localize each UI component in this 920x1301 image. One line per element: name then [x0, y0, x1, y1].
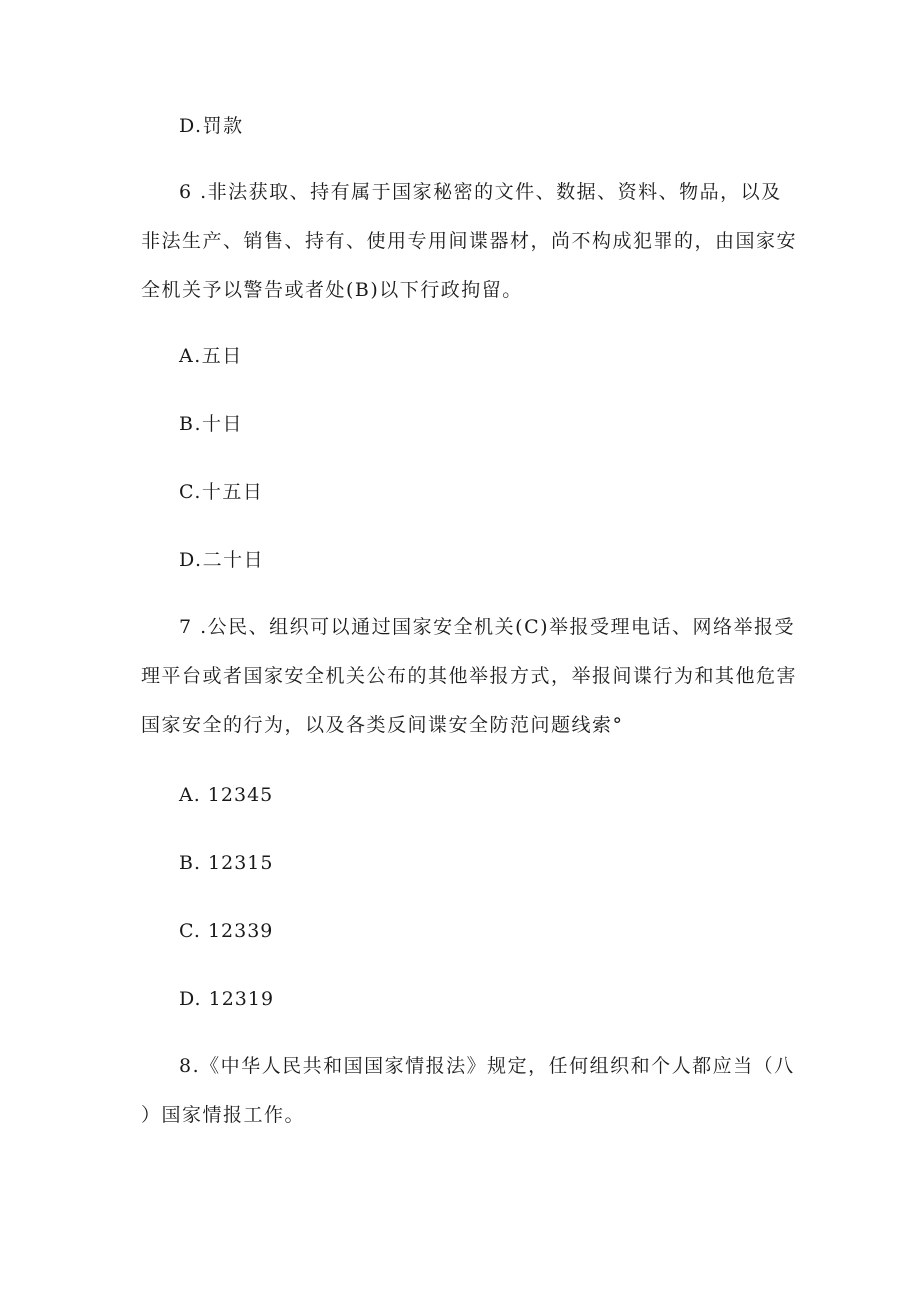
q6-option-c: C.十五日 [179, 481, 264, 503]
q6-line-1: 6 .非法获取、持有属于国家秘密的文件、数据、资料、物品，以及 [179, 181, 782, 203]
q7-option-b: B. 12315 [179, 852, 274, 874]
q7-option-c: C. 12339 [179, 920, 274, 942]
q6-option-a: A.五日 [179, 345, 243, 367]
q5-option-d: D.罚款 [179, 115, 244, 137]
q8-line-2: ）国家情报工作。 [141, 1104, 306, 1126]
q7-line-2: 理平台或者国家安全机关公布的其他举报方式，举报间谍行为和其他危害 [141, 665, 798, 687]
q7-line-1: 7 .公民、组织可以通过国家安全机关(C)举报受理电话、网络举报受 [179, 616, 796, 638]
q7-option-d: D. 12319 [179, 988, 275, 1010]
q8-line-1: 8.《中华人民共和国国家情报法》规定，任何组织和个人都应当（八 [179, 1055, 795, 1077]
q6-line-2: 非法生产、销售、持有、使用专用间谍器材，尚不构成犯罪的，由国家安 [141, 230, 798, 252]
q6-option-d: D.二十日 [179, 549, 265, 571]
q7-line-3: 国家安全的行为，以及各类反间谍安全防范问题线索° [141, 714, 624, 736]
q6-line-3: 全机关予以警告或者处(B)以下行政拘留。 [141, 279, 523, 301]
q6-option-b: B.十日 [179, 413, 244, 435]
q7-option-a: A. 12345 [179, 784, 274, 806]
